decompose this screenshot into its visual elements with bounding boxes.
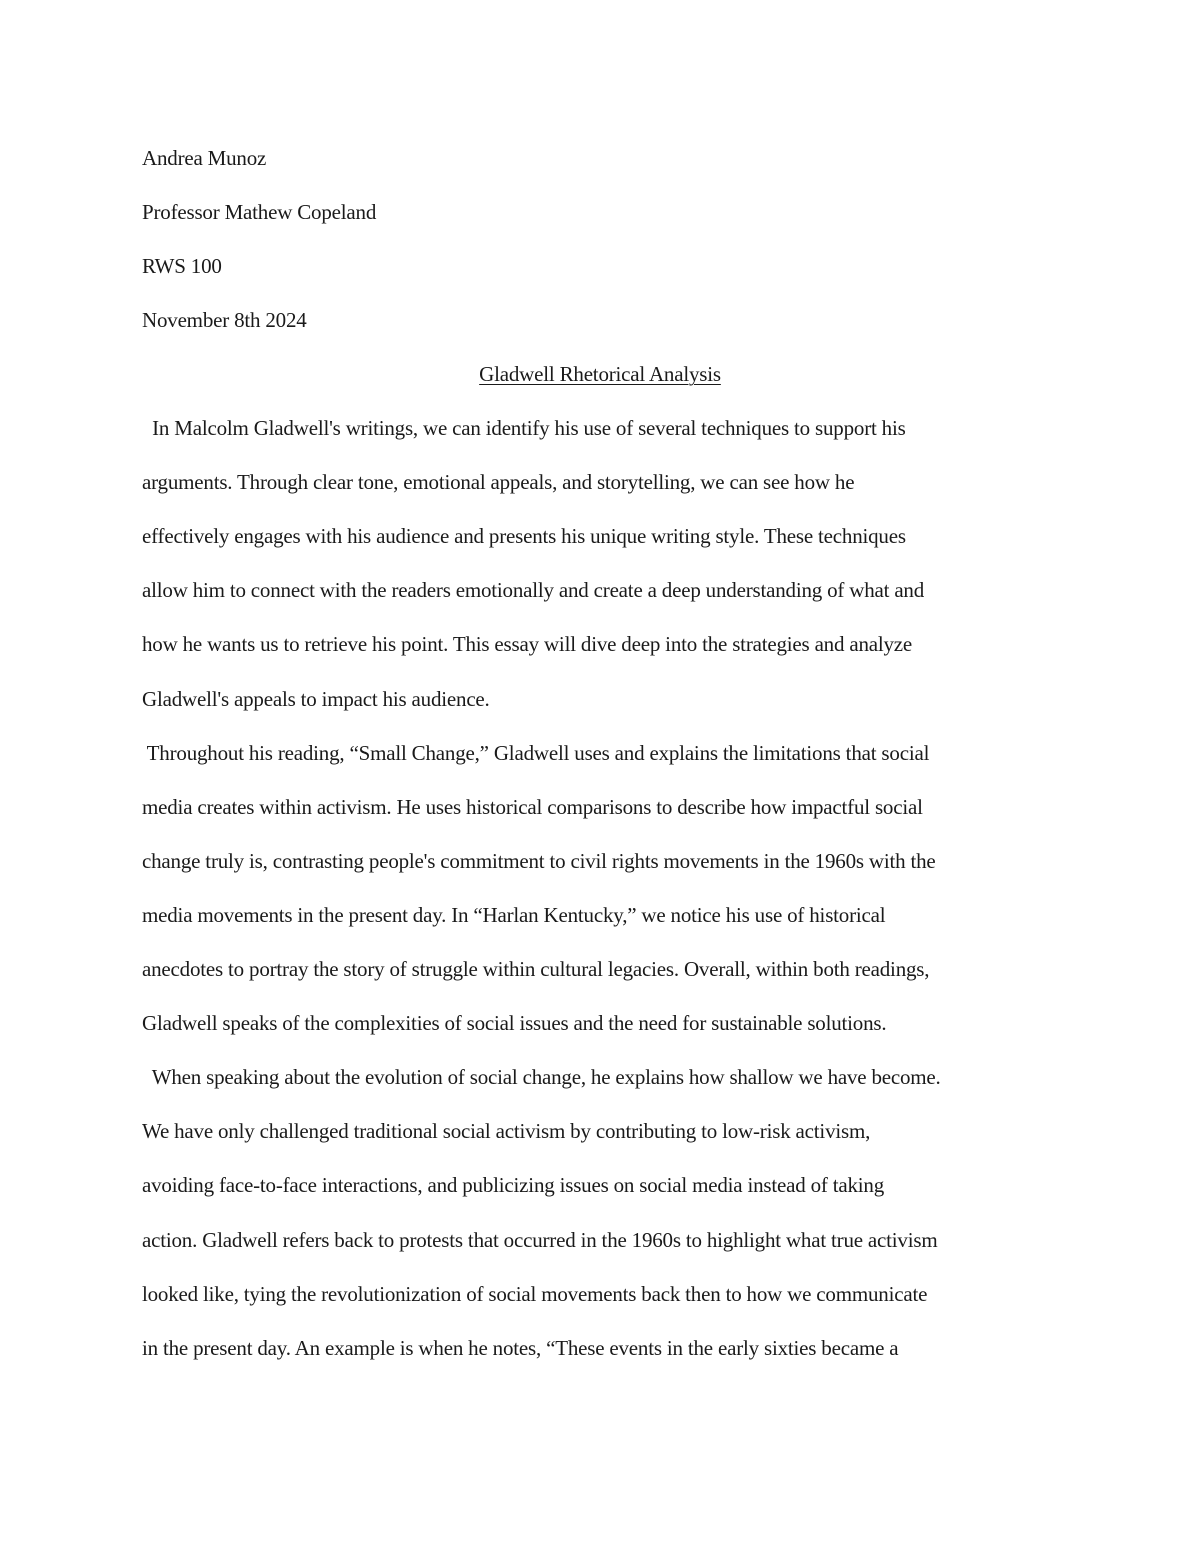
body-line: media movements in the present day. In “Harlan Kentucky,” we notice his use of historical [142,902,886,927]
author-name: Andrea Munoz [142,146,267,170]
body-line: action. Gladwell refers back to protests that occurred in the 1960s to highlight what true activism [142,1227,938,1252]
body-line: Throughout his reading, “Small Change,” Gladwell uses and explains the limitations that social [142,740,930,765]
body-line: avoiding face-to-face interactions, and publicizing issues on social media instead of taking [142,1173,885,1198]
body-line: effectively engages with his audience and presents his unique writing style. These techniques [142,524,906,549]
body-line: looked like, tying the revolutionization of social movements back then to how we communicate [142,1281,928,1306]
essay-title: Gladwell Rhetorical Analysis [479,362,721,386]
body-line: In Malcolm Gladwell's writings, we can identify his use of several techniques to support his [142,416,906,440]
body-line: anecdotes to portray the story of struggle within cultural legacies. Overall, within both readings, [142,957,930,981]
body-line: arguments. Through clear tone, emotional appeals, and storytelling, we can see how he [142,470,855,495]
body-line: Gladwell's appeals to impact his audience. [142,686,490,711]
essay-date: November 8th 2024 [142,308,307,332]
body-line: We have only challenged traditional social activism by contributing to low-risk activism, [142,1119,871,1144]
course-name: RWS 100 [142,254,222,278]
body-line: change truly is, contrasting people's commitment to civil rights movements in the 1960s with the [142,848,936,873]
body-line: Gladwell speaks of the complexities of social issues and the need for sustainable solutions. [142,1011,887,1036]
body-line: how he wants us to retrieve his point. This essay will dive deep into the strategies and analyze [142,632,913,657]
body-line: media creates within activism. He uses historical comparisons to describe how impactful social [142,794,923,819]
body-line: When speaking about the evolution of social change, he explains how shallow we have become. [142,1065,941,1090]
body-line: allow him to connect with the readers emotionally and create a deep understanding of what and [142,578,925,603]
professor-name: Professor Mathew Copeland [142,200,377,224]
body-line: in the present day. An example is when he notes, “These events in the early sixties became a [142,1335,899,1360]
